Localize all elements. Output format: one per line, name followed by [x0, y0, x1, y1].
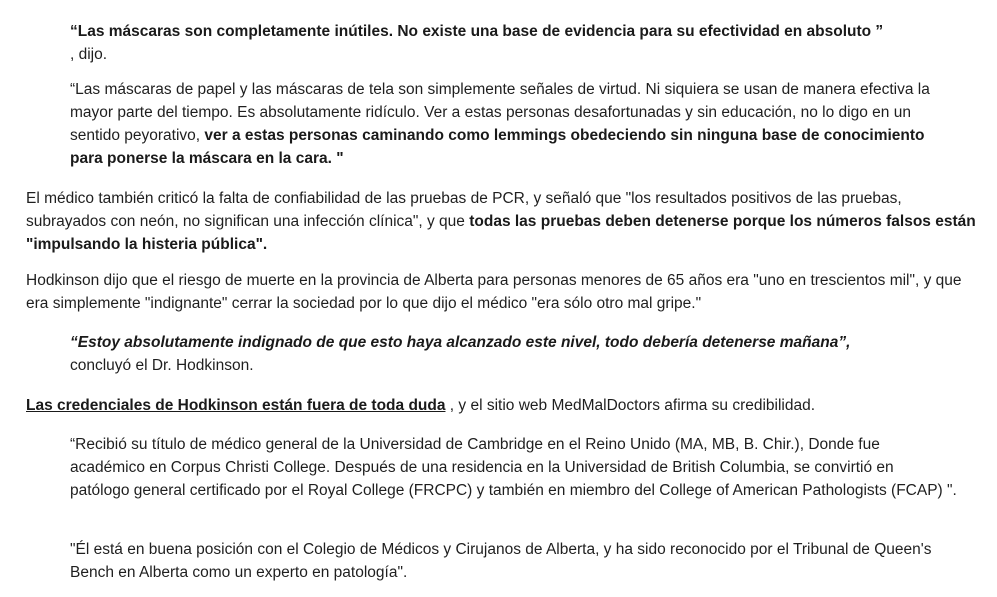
- paragraph-text: Hodkinson dijo que el riesgo de muerte en la provincia de Alberta para personas menores de 65 años era "uno en trescientos mil", y que era simplemente "indignante" cerrar la sociedad por lo que dijo el médico "era sólo otro mal gripe.": [26, 272, 962, 312]
- quote-attribution: , dijo.: [70, 46, 108, 63]
- blockquote-education: [0, 433, 997, 502]
- paragraph-text: El médico también criticó la falta de confiabilidad de las pruebas de PCR, y señaló que "los resultados positivos de las pruebas, subrayados con neón, no significan una infección clínica", y que: [26, 190, 902, 230]
- paragraph-text: , y el sitio web MedMalDoctors afirma su credibilidad.: [445, 397, 816, 414]
- quote-bold-italic-text: “Estoy absolutamente indignado de que esto haya alcanzado este nivel, todo debería detenerse mañana”,: [70, 334, 851, 351]
- blockquote-masks-useless: [0, 20, 997, 66]
- quote-bold-text: “Las máscaras son completamente inútiles. No existe una base de evidencia para su efectividad en absoluto ”: [70, 23, 884, 40]
- credentials-link[interactable]: Las credenciales de Hodkinson están fuera de toda duda: [26, 397, 446, 414]
- paragraph-bold-text: todas las pruebas deben detenerse porque los números falsos están "impulsando la histeria pública".: [26, 213, 976, 253]
- blockquote-good-standing: [0, 538, 997, 584]
- quote-text: “Las máscaras de papel y las máscaras de tela son simplemente señales de virtud. Ni siquiera se usan de manera efectiva la mayor parte del tiempo. Es absolutamente ridículo. Ver a estas personas desafortunadas y sin educación, no lo digo en un sentido peyorativo,: [70, 81, 930, 144]
- paragraph-death-risk: [0, 269, 997, 315]
- paragraph-pcr-tests: [0, 187, 997, 256]
- quote-attribution: concluyó el Dr. Hodkinson.: [70, 357, 254, 374]
- quote-text: "Él está en buena posición con el Colegio de Médicos y Cirujanos de Alberta, y ha sido reconocido por el Tribunal de Queen's Bench en Alberta como un experto en patología".: [70, 541, 932, 581]
- blockquote-outraged: [0, 331, 997, 377]
- blockquote-virtue-signals: [0, 78, 997, 170]
- quote-bold-text: ver a estas personas caminando como lemmings obedeciendo sin ninguna base de conocimiento para ponerse la máscara en la cara. ": [70, 127, 925, 167]
- quote-text: “Recibió su título de médico general de la Universidad de Cambridge en el Reino Unido (MA, MB, B. Chir.), Donde fue académico en Corpus Christi College. Después de una residencia en la Universidad de British Columbia, se convirtió en patólogo general certificado por el Royal College (FRCPC) y también en miembro del College of American Pathologists (FCAP) ".: [70, 436, 957, 499]
- paragraph-credentials: [0, 394, 997, 417]
